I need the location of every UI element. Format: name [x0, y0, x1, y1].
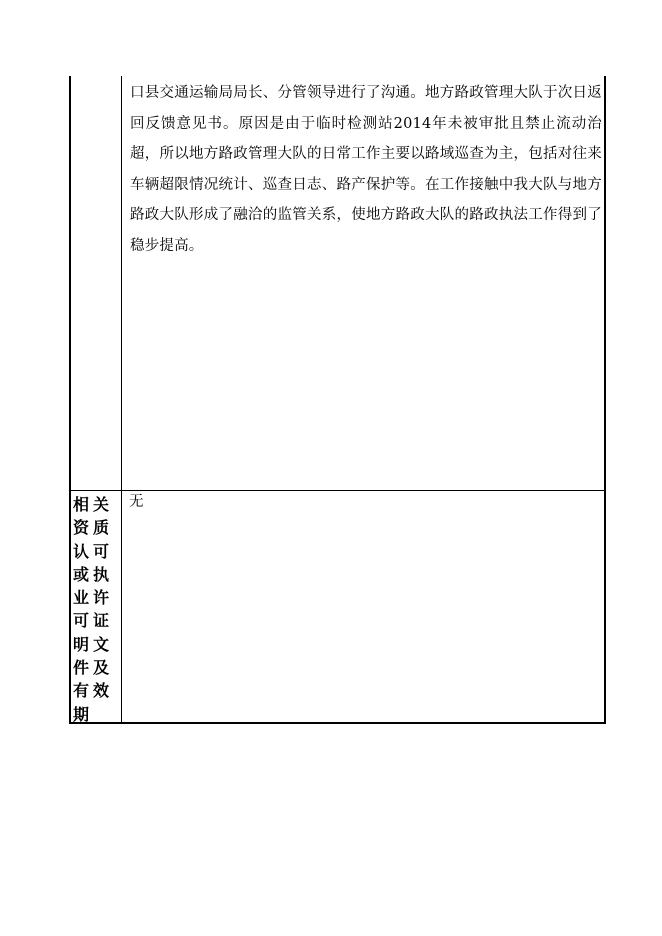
table-border-left	[69, 76, 71, 724]
continuation-text: 口县交通运输局局长、分管领导进行了沟通。地方路政管理大队于次日返回反馈意见书。原因是由于临时检测站2014年未被审批且禁止流动治超，所以地方路政管理大队的日常工作主要以路域巡查为主，包括对往来车辆超限情况统计、巡查日志、路产保护等。在工作接触中我大队与地方路政大队形成了融洽的监管关系，使地方路政大队的路政执法工作得到了稳步提高。	[130, 85, 602, 254]
qualification-value: 无	[129, 494, 144, 510]
continuation-paragraph	[130, 78, 602, 261]
table-border-bottom	[69, 722, 606, 724]
table-border-right	[604, 76, 606, 724]
qualification-label: 相关资质认可或执业许可证明文件及有效期	[73, 495, 114, 724]
table-row-divider	[69, 490, 606, 491]
table-column-divider	[121, 76, 122, 723]
